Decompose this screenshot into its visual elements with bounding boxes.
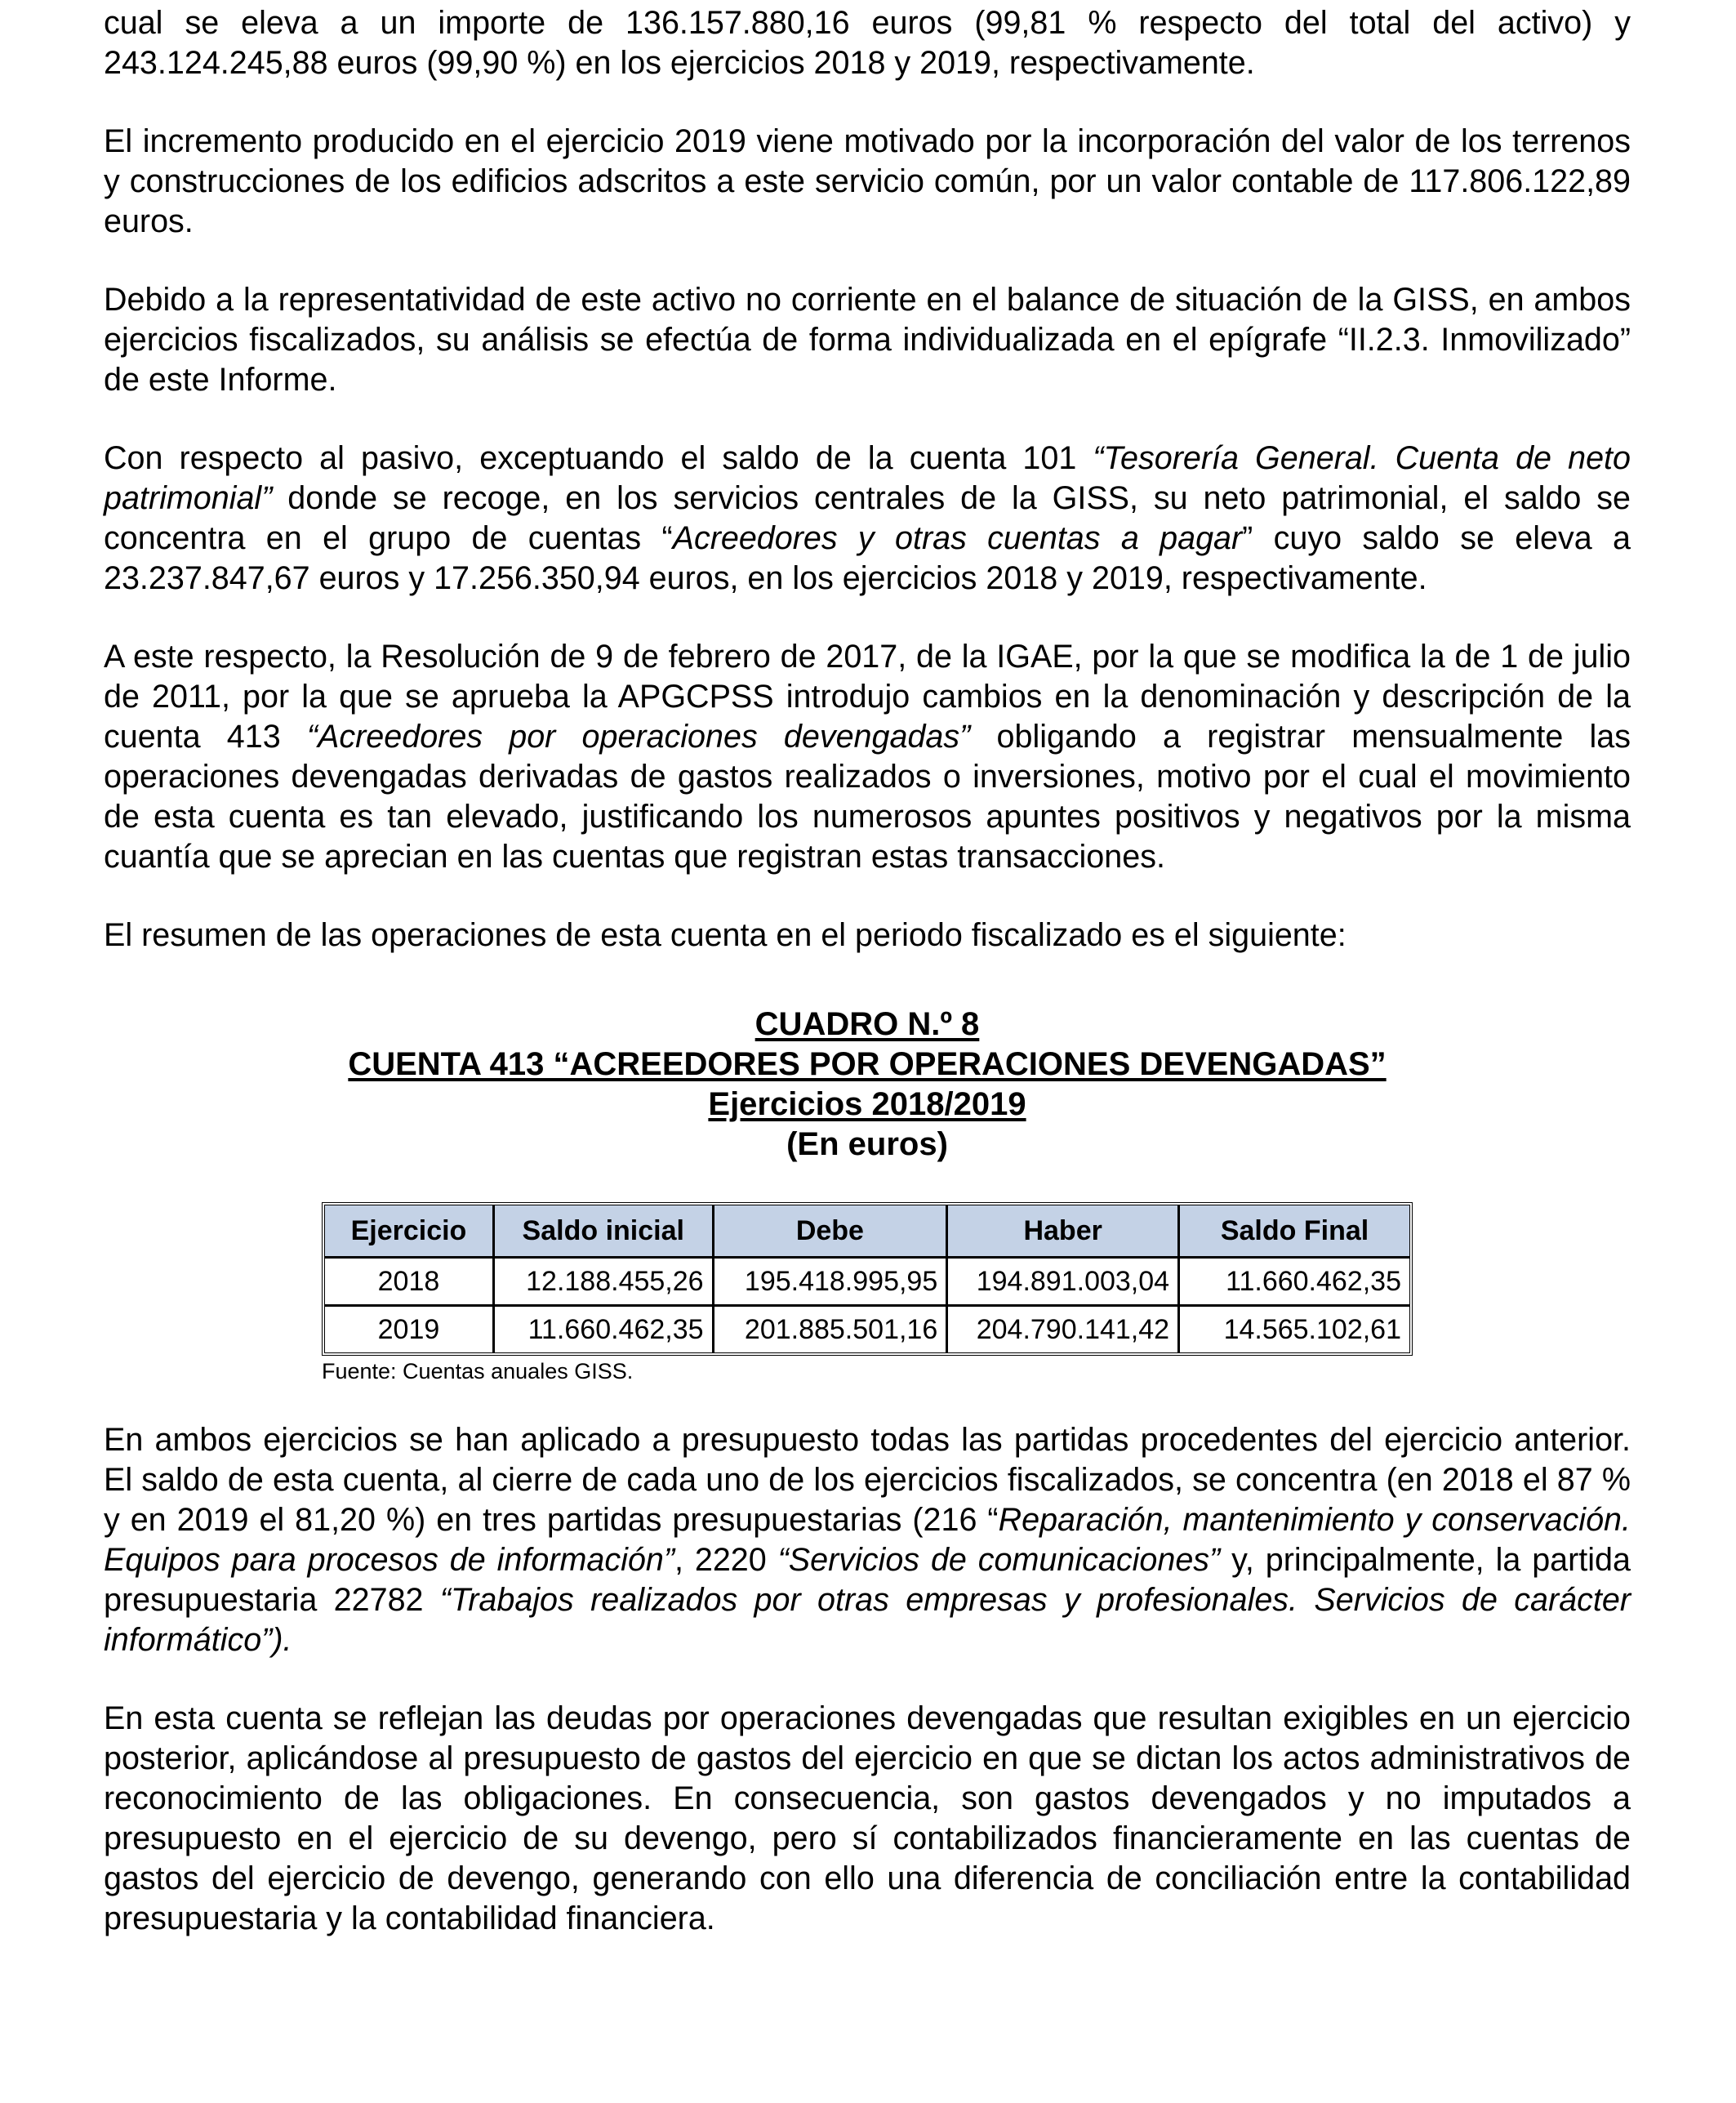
paragraph-text: En esta cuenta se reflejan las deudas por operaciones devengadas que resultan exigibles en un ejercicio posterior, aplicándose al presupuesto de gastos del ejercicio en que se dictan los actos administrativos de reconocimiento de las obligaciones. En consecuencia, son gastos devengados y no imputados a presupuesto en el ejercicio de su devengo, pero sí contabilizados financieramente en las cuentas de gastos del ejercicio de devengo, generando con ello una diferencia de conciliación entre la contabilidad presupuestaria y la contabilidad financiera. — [104, 1700, 1631, 1936]
paragraph-italic-text: Reparación, mantenimiento y conservación. Equipos para procesos de información” — [104, 1502, 1631, 1578]
paragraph-text: El resumen de las operaciones de esta cuenta en el periodo fiscalizado es el siguiente: — [104, 917, 1347, 953]
paragraph-text: donde se recoge, en los servicios centrales de la GISS, su neto patrimonial, el saldo se concentra en el grupo de cuentas “ — [104, 480, 1631, 556]
table-cell-saldo-final: 11.660.462,35 — [1180, 1259, 1409, 1307]
table-cell-saldo-inicial: 12.188.455,26 — [495, 1259, 714, 1307]
table-wrapper — [322, 1202, 1413, 1384]
document-page — [104, 3, 1631, 1977]
column-header: Saldo Final — [1180, 1205, 1409, 1259]
paragraph-text: El incremento producido en el ejercicio 2019 viene motivado por la incorporación del valor de los terrenos y construcciones de los edificios adscritos a este servicio común, por un valor contable de 117.806.122,89 euros. — [104, 123, 1631, 239]
column-header: Ejercicio — [325, 1205, 495, 1259]
paragraph-text: Con respecto al pasivo, exceptuando el saldo de la cuenta 101 — [104, 440, 1093, 476]
paragraph-text: y, principalmente, la partida presupuestaria 22782 — [104, 1542, 1631, 1618]
table-cell-haber: 194.891.003,04 — [948, 1259, 1180, 1307]
paragraph-text: , 2220 — [674, 1542, 778, 1578]
cuenta-413-table — [322, 1202, 1413, 1356]
paragraph-representatividad — [104, 280, 1631, 400]
paragraph-incremento-2019 — [104, 122, 1631, 242]
paragraph-italic-text: “Servicios de comunicaciones” — [777, 1542, 1221, 1578]
cuadro-heading — [104, 1005, 1631, 1165]
paragraph-resumen-intro — [104, 916, 1631, 956]
paragraph-text: A este respecto, la Resolución de 9 de febrero de 2017, de la IGAE, por la que se modifica la de 1 de julio de 2011, por la que se aprueba la APGCPSS introdujo cambios en la denominación y descripción de la cuenta 413 — [104, 639, 1631, 755]
table-cell-haber: 204.790.141,42 — [948, 1307, 1180, 1352]
table-row — [325, 1307, 1409, 1352]
cuadro-units: (En euros) — [786, 1126, 948, 1162]
table-cell-debe: 201.885.501,16 — [714, 1307, 949, 1352]
table-cell-ejercicio: 2018 — [325, 1259, 495, 1307]
cuadro-period: Ejercicios 2018/2019 — [708, 1086, 1026, 1122]
column-header: Haber — [948, 1205, 1180, 1259]
table-cell-saldo-inicial: 11.660.462,35 — [495, 1307, 714, 1352]
post-table-section — [104, 1420, 1631, 1939]
paragraph-italic-text: Acreedores y otras cuentas a pagar — [672, 520, 1243, 556]
paragraph-italic-text: “Tesorería General. Cuenta de neto patrimonial” — [104, 440, 1631, 516]
paragraph-text: obligando a registrar mensualmente las operaciones devengadas derivadas de gastos realizados o inversiones, motivo por el cual el movimiento de esta cuenta es tan elevado, justificando los numerosos apuntes positivos y negativos por la misma cuantía que se aprecian en las cuentas que registran estas transacciones. — [104, 719, 1631, 875]
table-cell-ejercicio: 2019 — [325, 1307, 495, 1352]
paragraph-partidas-presupuestarias — [104, 1420, 1631, 1660]
paragraph-italic-text: “Trabajos realizados por otras empresas y profesionales. Servicios de carácter informático”). — [104, 1582, 1631, 1658]
table-cell-debe: 195.418.995,95 — [714, 1259, 949, 1307]
paragraph-resolucion-igae — [104, 637, 1631, 877]
paragraph-text: En ambos ejercicios se han aplicado a presupuesto todas las partidas procedentes del ejercicio anterior. El saldo de esta cuenta, al cierre de cada uno de los ejercicios fiscalizados, se concentra (en 2018 el 87 % y en 2019 el 81,20 %) en tres partidas presupuestarias (216 “ — [104, 1422, 1631, 1538]
paragraph-activo-importe — [104, 3, 1631, 83]
cuadro-title: CUENTA 413 “ACREEDORES POR OPERACIONES DEVENGADAS” — [348, 1046, 1387, 1082]
paragraph-text: ” cuyo saldo se eleva a 23.237.847,67 euros y 17.256.350,94 euros, en los ejercicios 2018 y 2019, respectivamente. — [104, 520, 1631, 596]
table-cell-saldo-final: 14.565.102,61 — [1223, 1313, 1401, 1345]
column-header: Saldo inicial — [495, 1205, 714, 1259]
paragraph-deudas-devengadas — [104, 1699, 1631, 1939]
table-source-note: Fuente: Cuentas anuales GISS. — [322, 1359, 634, 1383]
table-row — [325, 1259, 1409, 1307]
paragraph-pasivo — [104, 439, 1631, 599]
paragraph-text: Debido a la representatividad de este activo no corriente en el balance de situación de la GISS, en ambos ejercicios fiscalizados, su análisis se efectúa de forma individualizada en el epígrafe “II.2.3. Inmovilizado” de este Informe. — [104, 282, 1631, 398]
paragraph-italic-text: “Acreedores por operaciones devengadas” — [306, 719, 971, 755]
paragraph-text: cual se eleva a un importe de 136.157.880,16 euros (99,81 % respecto del total del activo) y 243.124.245,88 euros (99,90 %) en los ejercicios 2018 y 2019, respectivamente. — [104, 5, 1631, 81]
cuadro-number: CUADRO N.º 8 — [754, 1006, 980, 1042]
table-header-row — [325, 1205, 1409, 1259]
column-header: Debe — [714, 1205, 949, 1259]
